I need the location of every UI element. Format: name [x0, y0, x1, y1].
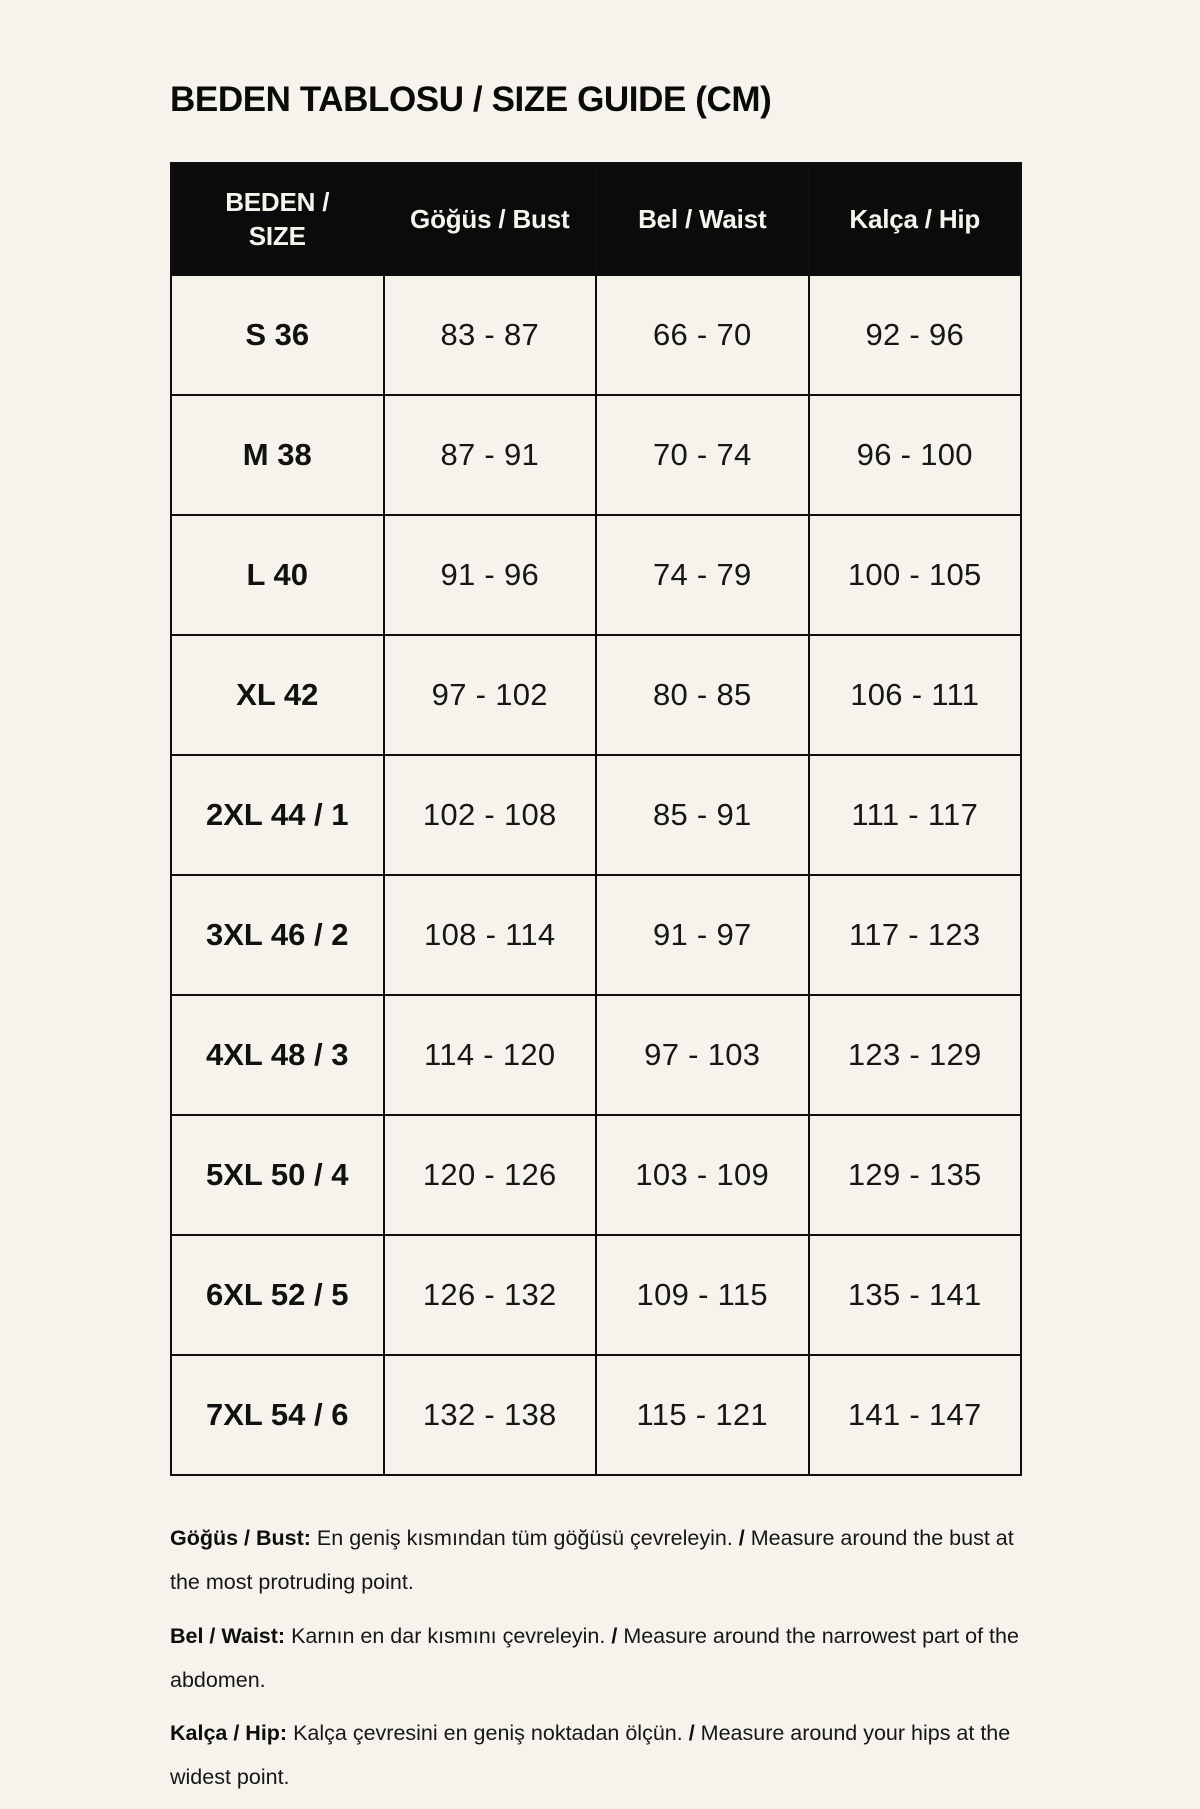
bust-cell: 114 - 120 — [384, 995, 597, 1115]
bust-cell: 120 - 126 — [384, 1115, 597, 1235]
size-label: XL — [236, 676, 276, 712]
table-body — [171, 275, 1021, 1475]
note-text-en: Measure around the bust at the most protruding point. — [170, 1526, 1014, 1595]
size-label: S — [245, 316, 267, 352]
table-row — [171, 1235, 1021, 1355]
header-bust: Göğüs / Bust — [384, 163, 597, 275]
eu-size-label: 42 — [283, 676, 319, 712]
table-row — [171, 395, 1021, 515]
waist-cell: 80 - 85 — [596, 635, 809, 755]
hip-cell: 111 - 117 — [809, 755, 1022, 875]
waist-cell: 66 - 70 — [596, 275, 809, 395]
waist-cell: 109 - 115 — [596, 1235, 809, 1355]
eu-size-label: 36 — [274, 316, 310, 352]
size-cell — [171, 1235, 384, 1355]
table-row — [171, 755, 1021, 875]
size-label: 7XL — [206, 1396, 263, 1432]
measurement-notes — [170, 1516, 1048, 1800]
waist-cell: 103 - 109 — [596, 1115, 809, 1235]
bust-cell: 83 - 87 — [384, 275, 597, 395]
size-label: 3XL — [206, 916, 263, 952]
size-label: 5XL — [206, 1156, 263, 1192]
note-separator: / — [688, 1721, 695, 1746]
size-label: L — [246, 556, 265, 592]
waist-cell: 97 - 103 — [596, 995, 809, 1115]
eu-size-label: 48 / 3 — [270, 1036, 349, 1072]
measurement-note-waist — [170, 1614, 1048, 1703]
measurement-note-bust — [170, 1516, 1048, 1605]
note-separator: / — [611, 1623, 618, 1648]
size-cell — [171, 635, 384, 755]
note-separator: / — [738, 1526, 745, 1550]
table-header — [171, 163, 1021, 275]
bust-cell: 97 - 102 — [384, 635, 597, 755]
bust-cell: 108 - 114 — [384, 875, 597, 995]
eu-size-label: 52 / 5 — [270, 1276, 349, 1312]
eu-size-label: 46 / 2 — [270, 916, 349, 952]
eu-size-label: 44 / 1 — [270, 796, 349, 832]
table-row — [171, 995, 1021, 1115]
hip-cell: 117 - 123 — [809, 875, 1022, 995]
size-label: 2XL — [206, 796, 263, 832]
header-size — [171, 163, 384, 275]
size-label: M — [242, 436, 269, 472]
waist-cell: 115 - 121 — [596, 1355, 809, 1475]
measurement-note-hip — [170, 1711, 1048, 1800]
hip-cell: 141 - 147 — [809, 1355, 1022, 1475]
eu-size-label: 50 / 4 — [270, 1156, 349, 1192]
hip-cell: 106 - 111 — [809, 635, 1022, 755]
hip-cell: 92 - 96 — [809, 275, 1022, 395]
hip-cell: 129 - 135 — [809, 1115, 1022, 1235]
size-cell — [171, 1115, 384, 1235]
size-cell — [171, 515, 384, 635]
size-cell — [171, 1355, 384, 1475]
size-label: 4XL — [206, 1036, 263, 1072]
bust-cell: 102 - 108 — [384, 755, 597, 875]
note-text-tr: En geniş kısmından tüm göğüsü çevreleyin. — [316, 1526, 733, 1550]
hip-cell: 123 - 129 — [809, 995, 1022, 1115]
note-text-tr: Kalça çevresini en geniş noktadan ölçün. — [293, 1721, 683, 1746]
note-text-tr: Karnın en dar kısmını çevreleyin. — [291, 1623, 606, 1648]
table-row — [171, 275, 1021, 395]
table-row — [171, 1115, 1021, 1235]
note-label: Göğüs / Bust: — [170, 1526, 311, 1550]
eu-size-label: 40 — [273, 556, 308, 592]
size-guide-page — [170, 0, 1040, 1809]
header-size-line1: BEDEN / — [225, 186, 330, 217]
page-title: BEDEN TABLOSU / SIZE GUIDE (CM) — [170, 80, 772, 119]
header-hip: Kalça / Hip — [809, 163, 1022, 275]
size-label: 6XL — [206, 1276, 263, 1312]
waist-cell: 85 - 91 — [596, 755, 809, 875]
bust-cell: 91 - 96 — [384, 515, 597, 635]
bust-cell: 87 - 91 — [384, 395, 597, 515]
note-label: Kalça / Hip: — [170, 1721, 288, 1746]
bust-cell: 126 - 132 — [384, 1235, 597, 1355]
eu-size-label: 38 — [277, 436, 312, 472]
table-row — [171, 1355, 1021, 1475]
header-row — [171, 163, 1021, 275]
hip-cell: 100 - 105 — [809, 515, 1022, 635]
size-cell — [171, 275, 384, 395]
hip-cell: 135 - 141 — [809, 1235, 1022, 1355]
hip-cell: 96 - 100 — [809, 395, 1022, 515]
bust-cell: 132 - 138 — [384, 1355, 597, 1475]
size-cell — [171, 995, 384, 1115]
header-size-line2: SIZE — [248, 221, 306, 251]
header-waist: Bel / Waist — [596, 163, 809, 275]
size-cell — [171, 875, 384, 995]
waist-cell: 91 - 97 — [596, 875, 809, 995]
note-text-en: Measure around your hips at the widest point. — [170, 1721, 1011, 1790]
waist-cell: 70 - 74 — [596, 395, 809, 515]
table-row — [171, 515, 1021, 635]
waist-cell: 74 - 79 — [596, 515, 809, 635]
note-label: Bel / Waist: — [170, 1623, 286, 1648]
note-text-en: Measure around the narrowest part of the abdomen. — [170, 1623, 1019, 1692]
table-row — [171, 635, 1021, 755]
size-cell — [171, 755, 384, 875]
eu-size-label: 54 / 6 — [270, 1396, 349, 1432]
table-row — [171, 875, 1021, 995]
size-guide-table — [170, 162, 1022, 1476]
size-cell — [171, 395, 384, 515]
